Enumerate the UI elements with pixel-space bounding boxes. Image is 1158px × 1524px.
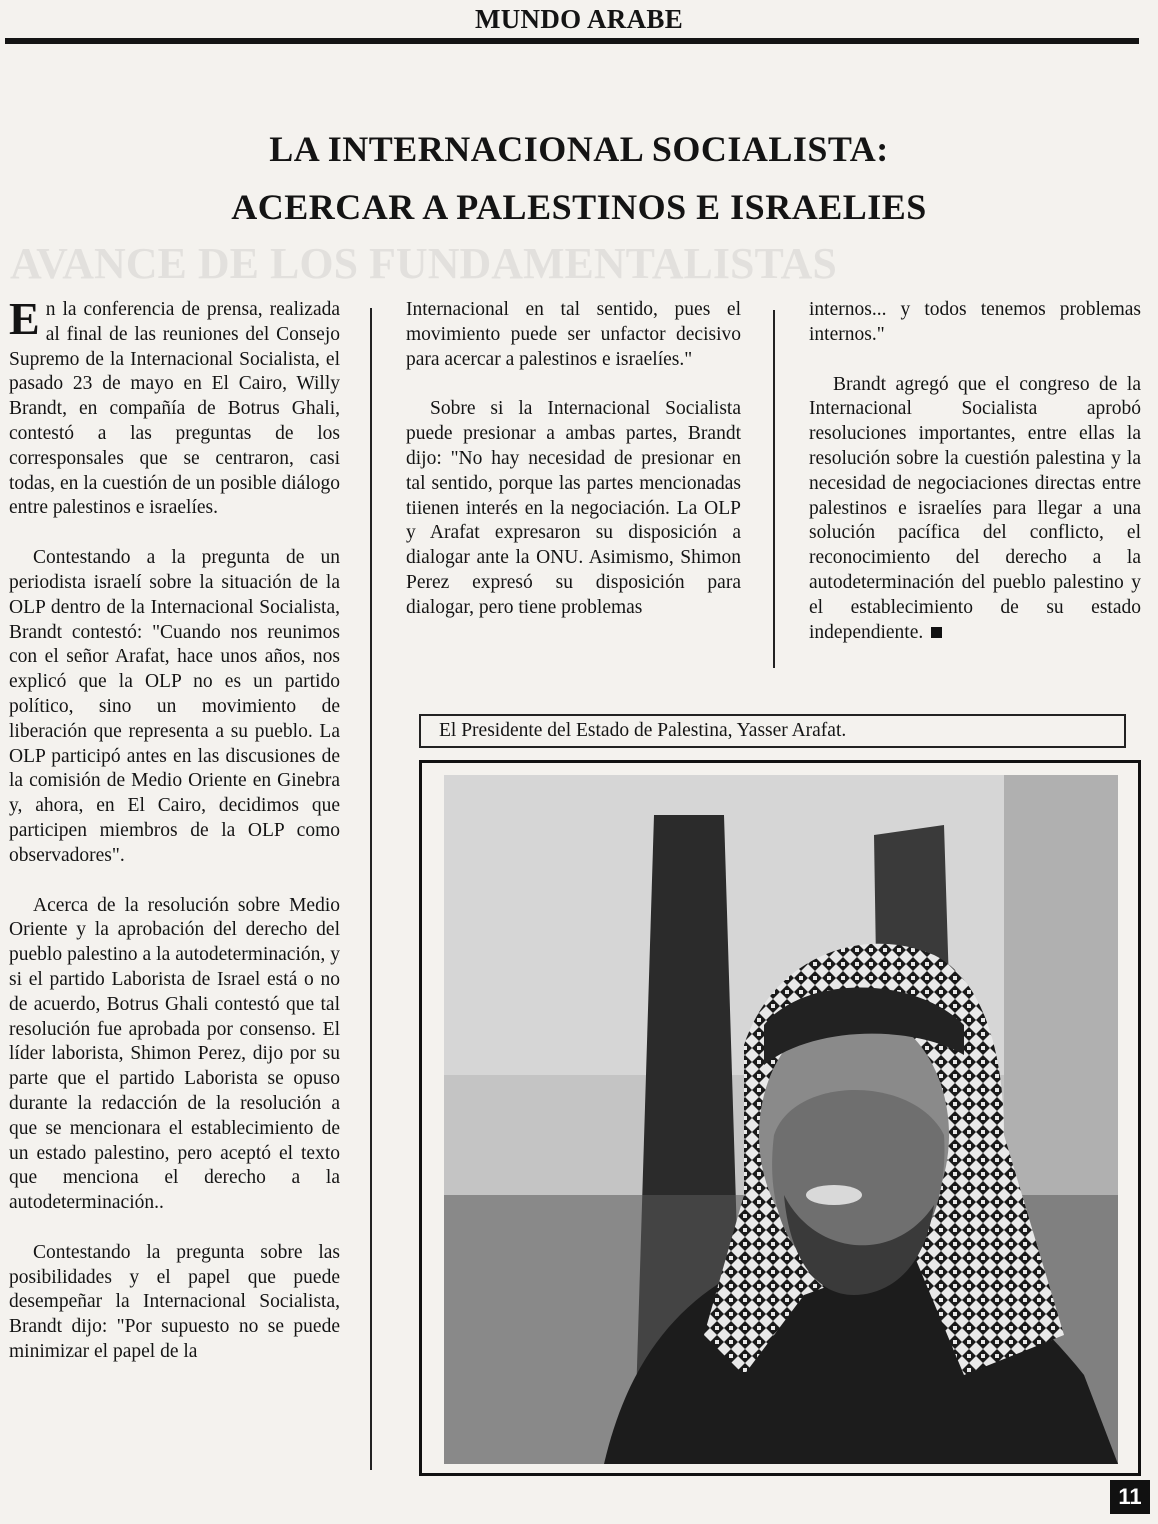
paragraph-text: Brandt agregó que el congreso de la Internacional Socialista aprobó resoluciones importantes, entre ellas la resolución sobre la cuestión palestina y la necesidad de negociaciones directas entre palestinos e israelíes para llegar a una solución pacífica del conflicto, el reconocimiento del derecho a la autodeterminación del pueblo palestino y el establecimiento de su estado independiente. [809,373,1141,643]
article-title-line-2: ACERCAR A PALESTINOS E ISRAELIES [231,187,927,227]
paragraph: Contestando la pregunta sobre las posibilidades y el papel que puede desempeñar la Internacional Socialista, Brandt dijo: "Por supuesto no se puede minimizar el papel de la [9,1241,340,1363]
portrait-illustration [444,775,1118,1464]
photo-caption: El Presidente del Estado de Palestina, Yasser Arafat. [419,714,1126,748]
article-column-3 [809,298,1141,670]
column-divider [370,308,372,1470]
photo-frame [419,760,1141,1476]
paragraph [9,293,340,521]
article-column-1 [9,293,340,1390]
bleed-through-text: AVANCE DE LOS FUNDAMENTALISTAS [10,239,837,288]
paragraph: Internacional en tal sentido, pues el movimiento puede ser unfactor decisivo para acercar a palestinos e israelíes." [406,299,741,370]
paragraph-text: n la conferencia de prensa, realizada al final de las reuniones del Consejo Supremo de la Internacional Socialista, el pasado 23 de mayo en El Cairo, Willy Brandt, en compañía de Botrus Ghali, contestó a las preguntas de los corresponsales que se centraron, casi todas, en la cuestión de un posible diálogo entre palestinos e israelíes. [9,299,340,519]
end-of-article-mark [931,627,942,638]
page-number: 11 [1110,1480,1150,1514]
article-title-line-1: LA INTERNACIONAL SOCIALISTA: [269,129,889,169]
paragraph: Acerca de la resolución sobre Medio Oriente y la aprobación del derecho del pueblo palestino a la autodeterminación, y si el partido Laborista de Israel está o no de acuerdo, Botrus Ghali contestó que tal resolución fue aprobada por consenso. El líder laborista, Shimon Perez, dijo por su parte que el partido Laborista se opuso durante la redacción de la resolución a que se mencionara el establecimiento de un estado palestino, pero aceptó el texto que menciona el derecho a la autodeterminación.. [9,894,340,1214]
paragraph: internos... y todos tenemos problemas internos." [809,299,1141,345]
portrait-photo [444,775,1118,1464]
article-column-2 [406,298,741,646]
paragraph: Sobre si la Internacional Socialista puede presionar a ambas partes, Brandt dijo: "No hay necesidad de presionar en tal sentido, porque las partes mencionadas tiienen interés en la negociación. La OLP y Arafat expresaron su disposición a dialogar ante la ONU. Asimismo, Shimon Perez expresó su disposición para dialogar, pero tiene problemas [406,398,741,618]
paragraph [809,373,1141,646]
column-divider [773,310,775,668]
header-rule [5,38,1139,44]
drop-cap: E [9,293,40,344]
section-header: MUNDO ARABE [474,4,684,34]
paragraph: Contestando a la pregunta de un periodista israelí sobre la situación de la OLP dentro de la Internacional Socialista, Brandt contestó: "Cuando nos reunimos con el señor Arafat, hace unos años, nos explicó que la OLP no es un partido político, sino un movimiento de liberación que representa a su pueblo. La OLP participó antes en las discusiones de la comisión de Medio Oriente en Ginebra y, ahora, en El Cairo, decidimos que participen miembros de la OLP como observadores". [9,547,340,866]
